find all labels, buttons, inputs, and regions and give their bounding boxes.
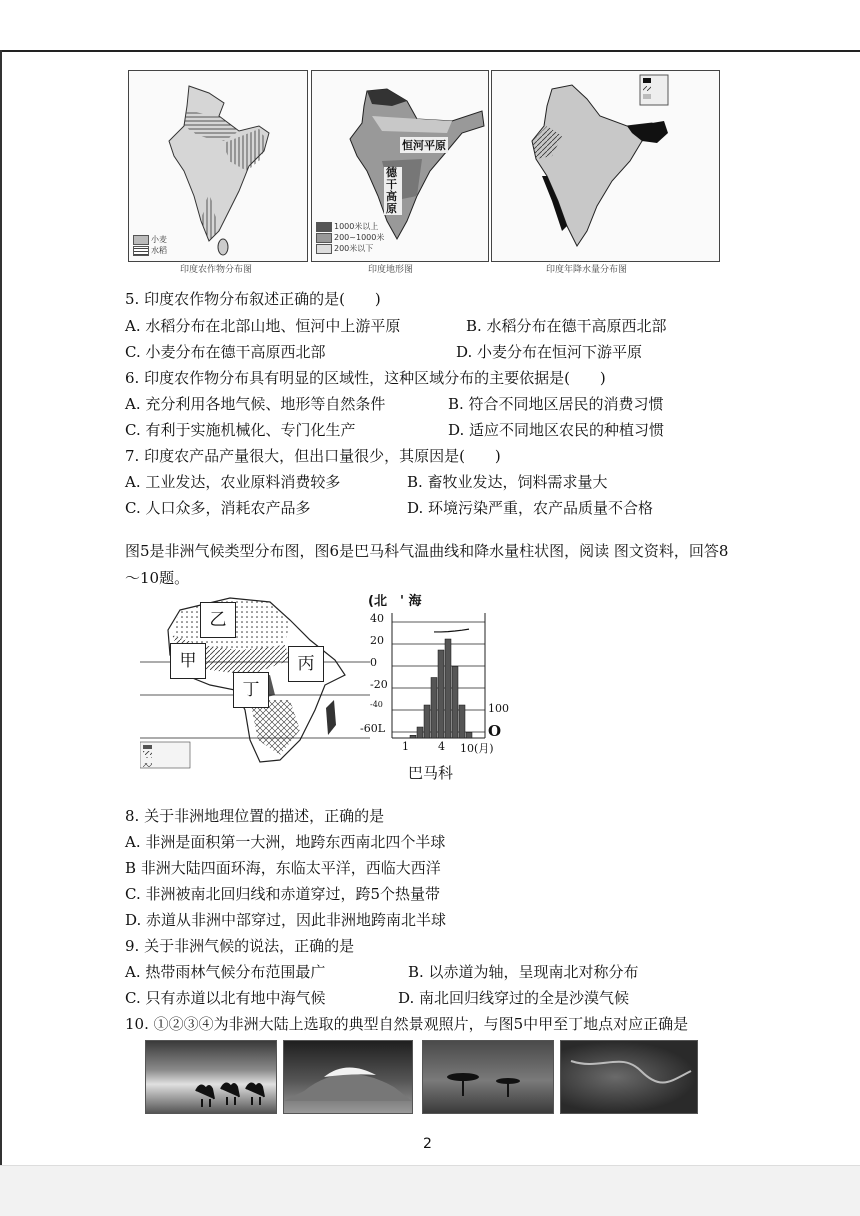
chart-title: (北 ' 海 (368, 594, 422, 609)
q9-option-a: A. 热带雨林气候分布范围最广 (125, 963, 326, 981)
q9-option-d: D. 南北回归线穿过的全是沙漠气候 (398, 989, 630, 1007)
precip-bar (438, 650, 444, 738)
photo-savanna (422, 1040, 554, 1114)
left-border (0, 50, 2, 1165)
q6-option-a: A. 充分利用各地气候、地形等自然条件 (125, 395, 386, 413)
x-label-4: 4 (438, 740, 445, 753)
camel-silhouettes (146, 1041, 276, 1113)
city-name: 巴马科 (408, 764, 454, 782)
bamako-climate-chart (360, 590, 509, 782)
label-yi: 乙 (200, 602, 236, 638)
tick-left: 20 (370, 634, 384, 647)
deccan-plateau-label: 德干高原 (384, 167, 402, 215)
crop-legend (133, 234, 167, 256)
precip-bar (452, 667, 458, 739)
q7-option-c: C. 人口众多，消耗农产品多 (125, 499, 311, 517)
page-bottom-margin (0, 1165, 860, 1216)
precip-bar (410, 735, 416, 738)
section-intro: 图5是非洲气候类型分布图，图6是巴马科气温曲线和降水量柱状图，阅读 图文资料，回答8～10题。 (125, 542, 729, 587)
q10-stem: 10. ①②③④为非洲大陆上选取的典型自然景观照片，与图5中甲至丁地点对应正确是 (125, 1015, 689, 1033)
q8-option-a: A. 非洲是面积第一大洲，地跨东西南北四个半球 (125, 833, 446, 851)
mountain-shape (284, 1041, 412, 1113)
tick-left: -20 (370, 678, 388, 691)
q7-stem: 7. 印度农产品产量很大，但出口量很少，其原因是( ) (125, 447, 501, 465)
q5-option-b: B. 水稻分布在德干高原西北部 (466, 317, 667, 335)
photo-rainforest (560, 1040, 698, 1114)
tick-right-0: O (488, 722, 502, 740)
precip-bar (417, 727, 423, 738)
page-number: 2 (423, 1136, 432, 1152)
legend-low: 200米以下 (334, 244, 374, 253)
ganges-plain-label: 恒河平原 (402, 139, 446, 152)
tick-left: -60L (360, 722, 386, 735)
q9-option-b: B. 以赤道为轴，呈现南北对称分布 (408, 963, 639, 981)
photo-desert-camels (145, 1040, 277, 1114)
tick-left: -40 (370, 700, 383, 709)
india-maps (128, 70, 720, 275)
q8-option-c: C. 非洲被南北回归线和赤道穿过，跨5个热量带 (125, 885, 441, 903)
precip-bar (431, 678, 437, 739)
photo-snow-mountain (283, 1040, 413, 1114)
precip-bar (459, 705, 465, 738)
rainfall-map-caption: 印度年降水量分布图 (546, 265, 628, 275)
q9-stem: 9. 关于非洲气候的说法，正确的是 (125, 937, 355, 955)
precip-bar (445, 639, 451, 738)
terrain-map (311, 70, 489, 262)
label-ding: 丁 (233, 672, 269, 708)
q7-option-d: D. 环境污染严重，农产品质量不合格 (407, 499, 654, 517)
africa-climate-map (140, 590, 370, 770)
q6-option-d: D. 适应不同地区农民的种植习惯 (448, 421, 665, 439)
x-label-10: 10(月) (460, 742, 494, 755)
q8-option-d: D. 赤道从非洲中部穿过，因此非洲地跨南北半球 (125, 911, 447, 929)
crop-map-caption: 印度农作物分布图 (180, 265, 253, 275)
q7-option-b: B. 畜牧业发达，饲料需求量大 (407, 473, 608, 491)
q5-option-a: A. 水稻分布在北部山地、恒河中上游平原 (125, 317, 401, 335)
q6-option-b: B. 符合不同地区居民的消费习惯 (448, 395, 664, 413)
q7-option-a: A. 工业发达，农业原料消费较多 (125, 473, 341, 491)
acacia-trees (423, 1041, 553, 1113)
india-rainfall-outline (492, 71, 719, 261)
q5-option-c: C. 小麦分布在德干高原西北部 (125, 343, 326, 361)
label-jia: 甲 (170, 643, 206, 679)
label-bing: 丙 (288, 646, 324, 682)
q8-stem: 8. 关于非洲地理位置的描述，正确的是 (125, 807, 385, 825)
precip-bar (466, 733, 472, 739)
legend-mid: 200~1000米 (334, 233, 385, 242)
q8-option-b: B 非洲大陆四面环海，东临太平洋，西临大西洋 (125, 859, 441, 877)
q6-option-c: C. 有利于实施机械化、专门化生产 (125, 421, 356, 439)
tick-left: 0 (370, 656, 377, 669)
terrain-map-caption: 印度地形图 (368, 265, 414, 275)
rainfall-map (491, 70, 720, 262)
river-shape (561, 1041, 697, 1113)
tick-right-100: 100 (488, 702, 509, 715)
landscape-photos (145, 1040, 705, 1120)
q9-option-c: C. 只有赤道以北有地中海气候 (125, 989, 326, 1007)
crop-distribution-map (128, 70, 308, 262)
q6-stem: 6. 印度农作物分布具有明显的区域性，这种区域分布的主要依据是( ) (125, 369, 606, 387)
legend-high: 1000米以上 (334, 222, 379, 231)
x-label-1: 1 (402, 740, 409, 753)
legend-wheat: 小麦 (151, 235, 167, 244)
q5-stem: 5. 印度农作物分布叙述正确的是( ) (125, 290, 381, 308)
legend-rice: 水稻 (151, 246, 167, 255)
terrain-legend (316, 221, 384, 254)
precip-bar (424, 705, 430, 738)
tick-left: 40 (370, 612, 384, 625)
top-border (0, 50, 860, 52)
q5-option-d: D. 小麦分布在恒河下游平原 (456, 343, 643, 361)
india-crop-outline (129, 71, 307, 261)
